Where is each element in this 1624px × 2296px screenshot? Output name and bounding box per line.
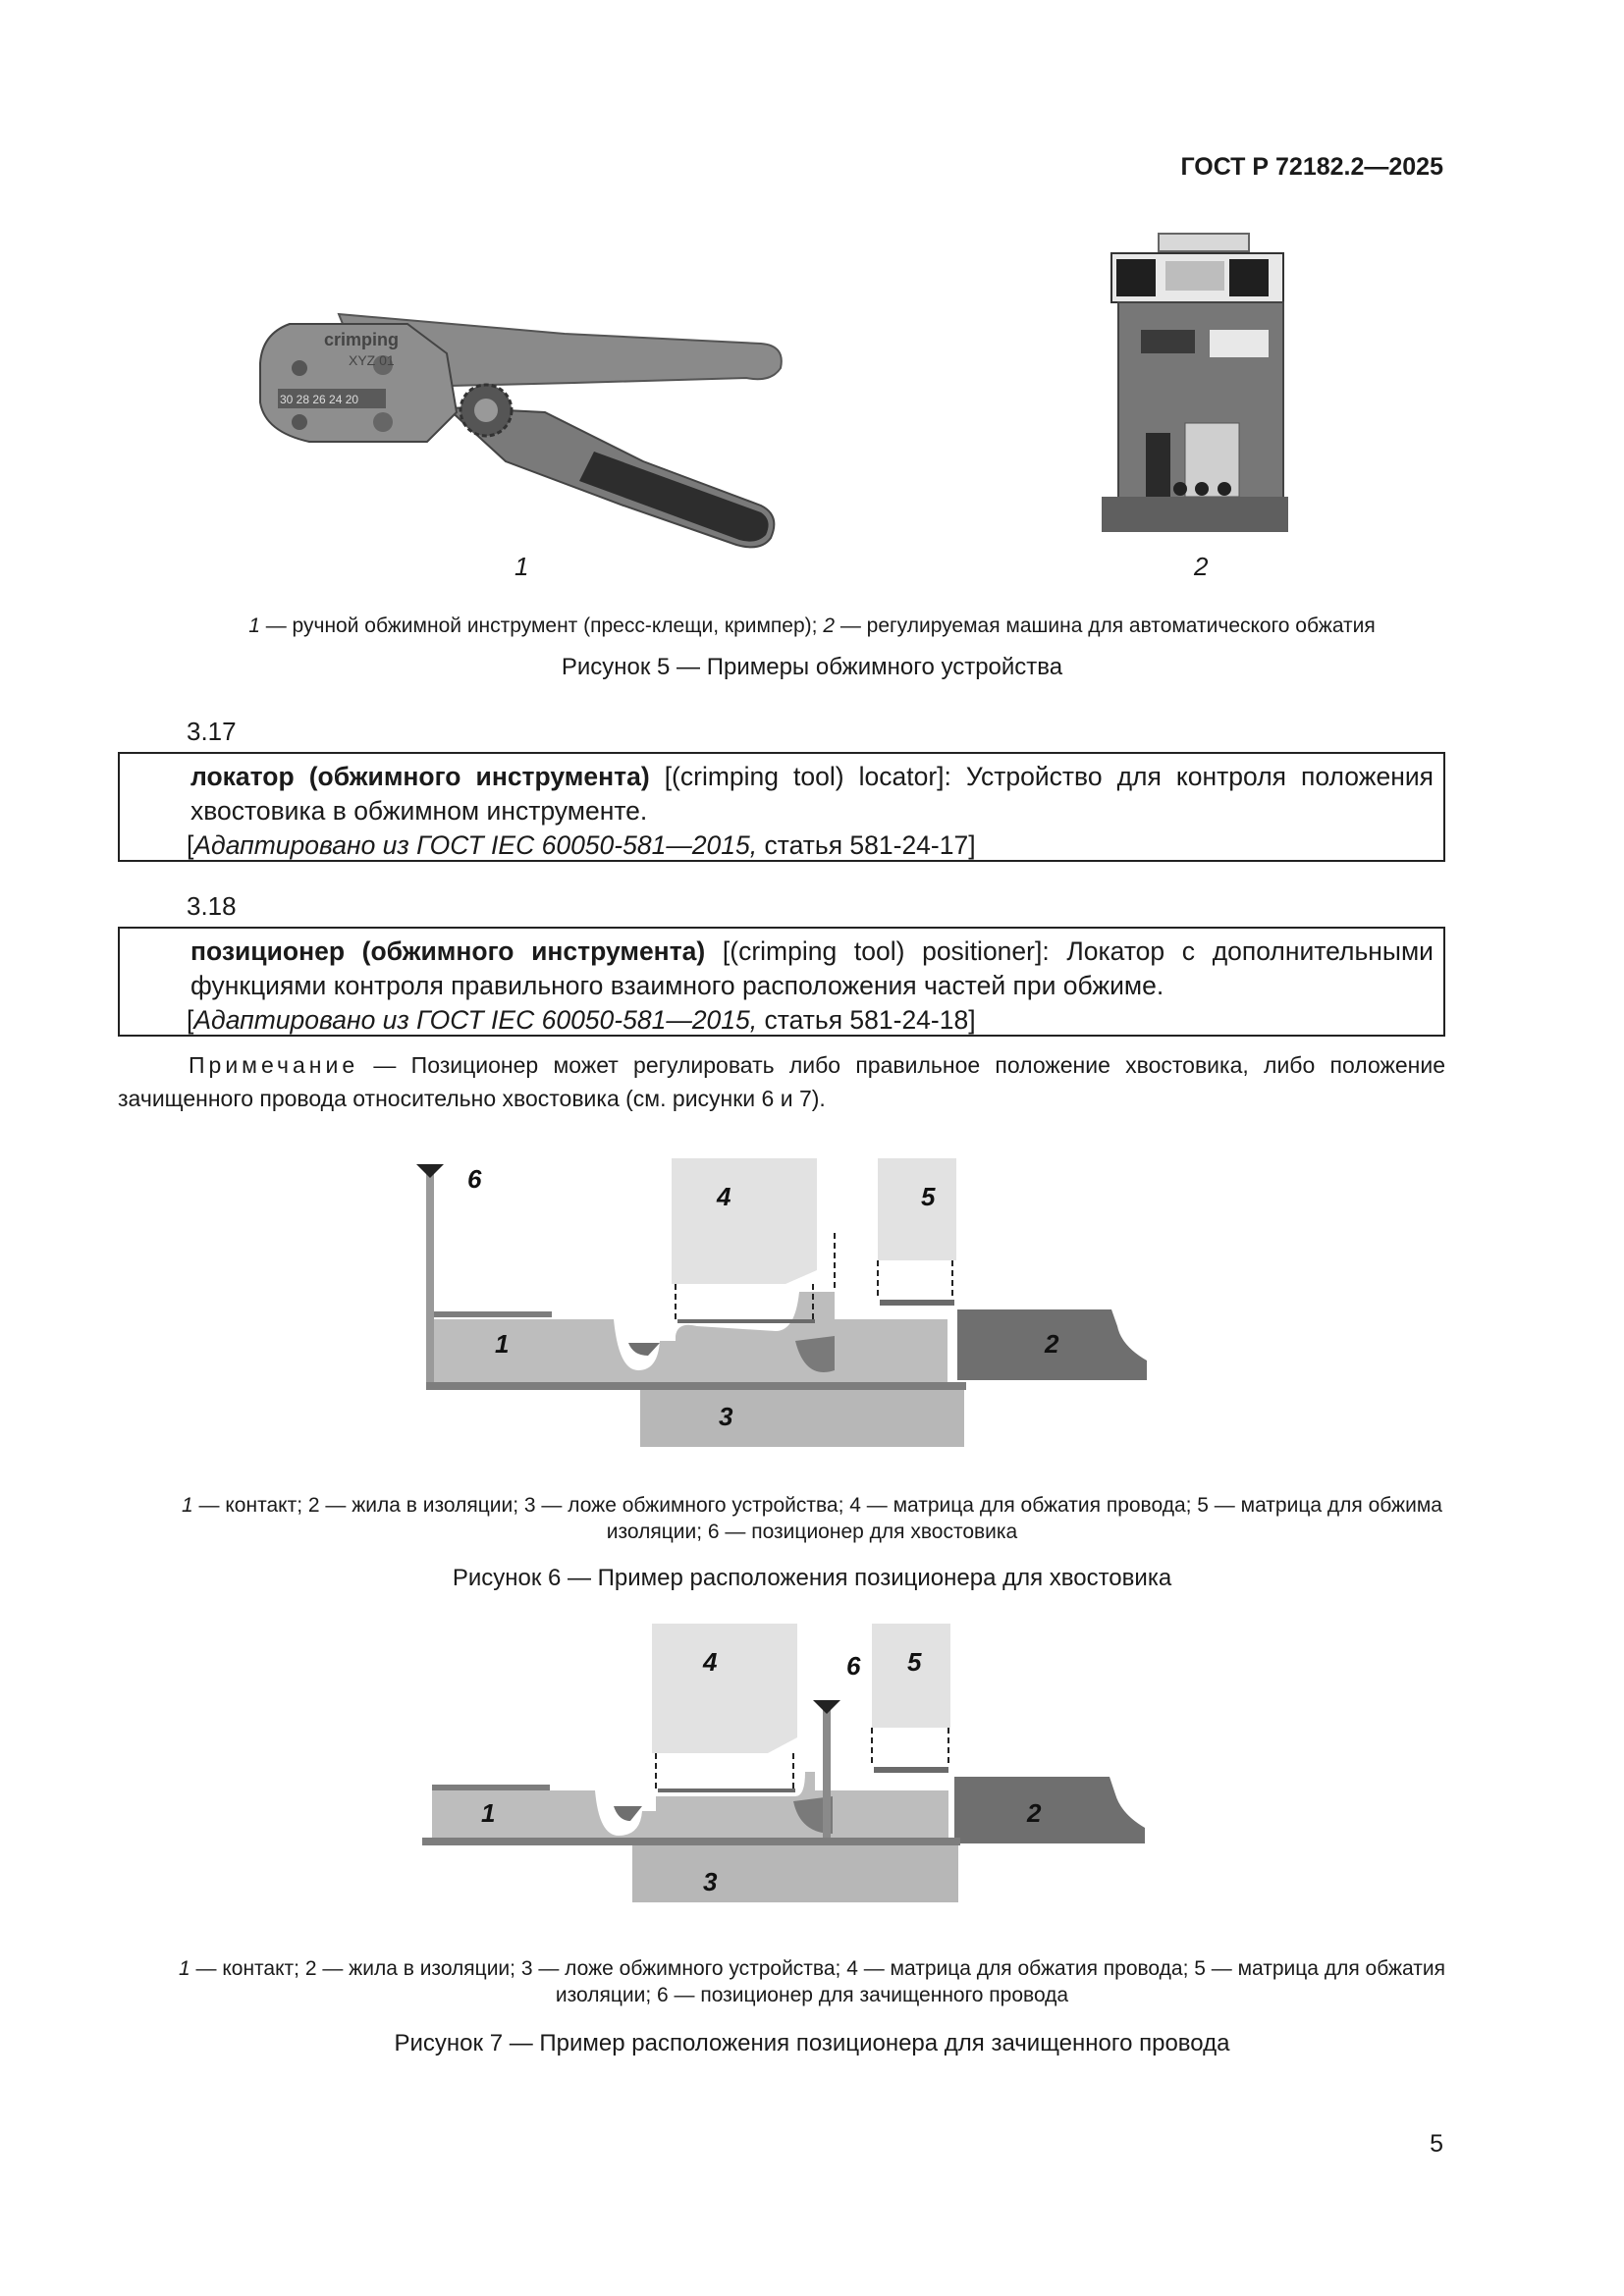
figure6-diagram xyxy=(412,1154,1159,1455)
figure5-legend-num-1: 1 xyxy=(248,614,260,637)
fig6-label-1: 1 xyxy=(495,1329,510,1359)
figure7-legend-line-1 xyxy=(108,1955,1516,1982)
fig7-label-2: 2 xyxy=(1027,1798,1042,1828)
figure7-diagram xyxy=(412,1620,1159,1914)
term-317-english: [(crimping tool) locator]: Устройство для контроля положения хвостовика в обжимном инструменте. xyxy=(190,762,1434,826)
standard-code: ГОСТ Р 72182.2—2025 xyxy=(1180,153,1443,181)
term-317-source-rest: статья 581-24-17] xyxy=(757,830,976,860)
figure5-legend-text-1: — ручной обжимной инструмент (пресс-клещи, кримпер); xyxy=(259,614,824,637)
term-318-source-italic: Адаптировано из ГОСТ IEC 60050-581—2015, xyxy=(193,1005,758,1035)
figure5-label-2: 2 xyxy=(1194,552,1209,581)
fig7-crimp-bed xyxy=(632,1845,958,1902)
term-318-box xyxy=(118,927,1445,1037)
fig7-wire-die xyxy=(652,1624,797,1753)
fig6-label-2: 2 xyxy=(1045,1329,1059,1359)
figure6-legend-line-2: изоляции; 6 — позиционер для хвостовика xyxy=(606,1521,1018,1543)
term-318-term: позиционер (обжимного инструмента) xyxy=(190,936,706,966)
note-label: Примечание xyxy=(189,1052,359,1078)
figure7-legend xyxy=(108,1955,1516,2008)
figure7-title: Рисунок 7 — Пример расположения позиционера для зачищенного провода xyxy=(394,2030,1230,2056)
figure6-title: Рисунок 6 — Пример расположения позиционера для хвостовика xyxy=(452,1565,1172,1591)
term-318-source: [Адаптировано из ГОСТ IEC 60050-581—2015, статья 581-24-18] xyxy=(187,1005,976,1035)
fig6-contact xyxy=(434,1292,947,1382)
fig7-wire-positioner xyxy=(823,1702,831,1840)
fig6-wire-die xyxy=(672,1158,817,1284)
figure6-legend xyxy=(108,1492,1516,1545)
figure5-legend-text-2: — регулируемая машина для автоматического обжатия xyxy=(835,614,1376,637)
fig7-insulated-wire xyxy=(954,1777,1145,1843)
fig7-label-4: 4 xyxy=(703,1647,718,1677)
term-317-definition xyxy=(130,760,1434,828)
figure5-title: Рисунок 5 — Примеры обжимного устройства xyxy=(561,654,1063,680)
term-318-definition xyxy=(130,934,1434,1003)
tool-marking-sizes: 30 28 26 24 20 xyxy=(280,393,359,406)
fig6-insulation-die xyxy=(878,1158,956,1260)
figure7-legend-num-1: 1 xyxy=(178,1957,190,1980)
figure6-legend-line-1-text: — контакт; 2 — жила в изоляции; 3 — ложе обжимного устройства; 4 — матрица для обжатия провода; 5 — матрица для обжима xyxy=(192,1494,1442,1517)
fig7-label-1: 1 xyxy=(481,1798,496,1828)
fig7-label-5: 5 xyxy=(907,1647,922,1677)
fig6-tail-positioner xyxy=(426,1166,434,1382)
ratchet-gear-icon xyxy=(460,385,512,436)
term-317-source-italic: Адаптировано из ГОСТ IEC 60050-581—2015, xyxy=(193,830,758,860)
fig6-label-3: 3 xyxy=(719,1402,733,1431)
term-317-number: 3.17 xyxy=(187,717,237,746)
page-number: 5 xyxy=(1430,2130,1443,2158)
crimping-machine-illustration xyxy=(1092,232,1298,546)
term-317-box xyxy=(118,752,1445,862)
fig6-crimp-bed xyxy=(640,1390,964,1447)
fig6-label-6: 6 xyxy=(467,1164,482,1194)
fig7-label-6: 6 xyxy=(846,1651,861,1681)
fig6-label-4: 4 xyxy=(717,1182,731,1211)
crimping-pliers-illustration xyxy=(250,294,800,560)
figure6-legend-line-1 xyxy=(108,1492,1516,1519)
tool-marking-brand: crimping xyxy=(324,330,400,349)
note-text: — Позиционер может регулировать либо правильное положение хвостовика, либо положение зачищенного провода относительно хвостовика (см. рисунки 6 и 7). xyxy=(118,1052,1445,1111)
figure6-legend-num-1: 1 xyxy=(182,1494,193,1517)
term-317-source: [Адаптировано из ГОСТ IEC 60050-581—2015, статья 581-24-17] xyxy=(187,830,976,860)
term-317-term: локатор (обжимного инструмента) xyxy=(190,762,650,791)
figure7-legend-line-2: изоляции; 6 — позиционер для зачищенного провода xyxy=(555,1984,1069,2006)
tool-marking-model: XYZ 01 xyxy=(349,352,395,368)
fig7-positioner-arrow-icon xyxy=(813,1700,840,1714)
note-paragraph xyxy=(118,1048,1445,1115)
figure5-legend-num-2: 2 xyxy=(823,614,835,637)
fig7-label-3: 3 xyxy=(703,1867,718,1896)
figure7-legend-line-1-text: — контакт; 2 — жила в изоляции; 3 — ложе обжимного устройства; 4 — матрица для обжатия провода; 5 — матрица для обжатия xyxy=(189,1957,1445,1980)
figure5-label-1: 1 xyxy=(514,552,529,581)
term-318-source-rest: статья 581-24-18] xyxy=(757,1005,976,1035)
fig7-contact xyxy=(432,1772,948,1838)
fig6-positioner-arrow-icon xyxy=(416,1164,444,1178)
fig6-label-5: 5 xyxy=(921,1182,936,1211)
term-318-english: [(crimping tool) positioner]: Локатор с дополнительными функциями контроля правильного взаимного расположения частей при обжиме. xyxy=(190,936,1434,1000)
figure5-legend xyxy=(118,613,1506,639)
term-318-number: 3.18 xyxy=(187,891,237,921)
